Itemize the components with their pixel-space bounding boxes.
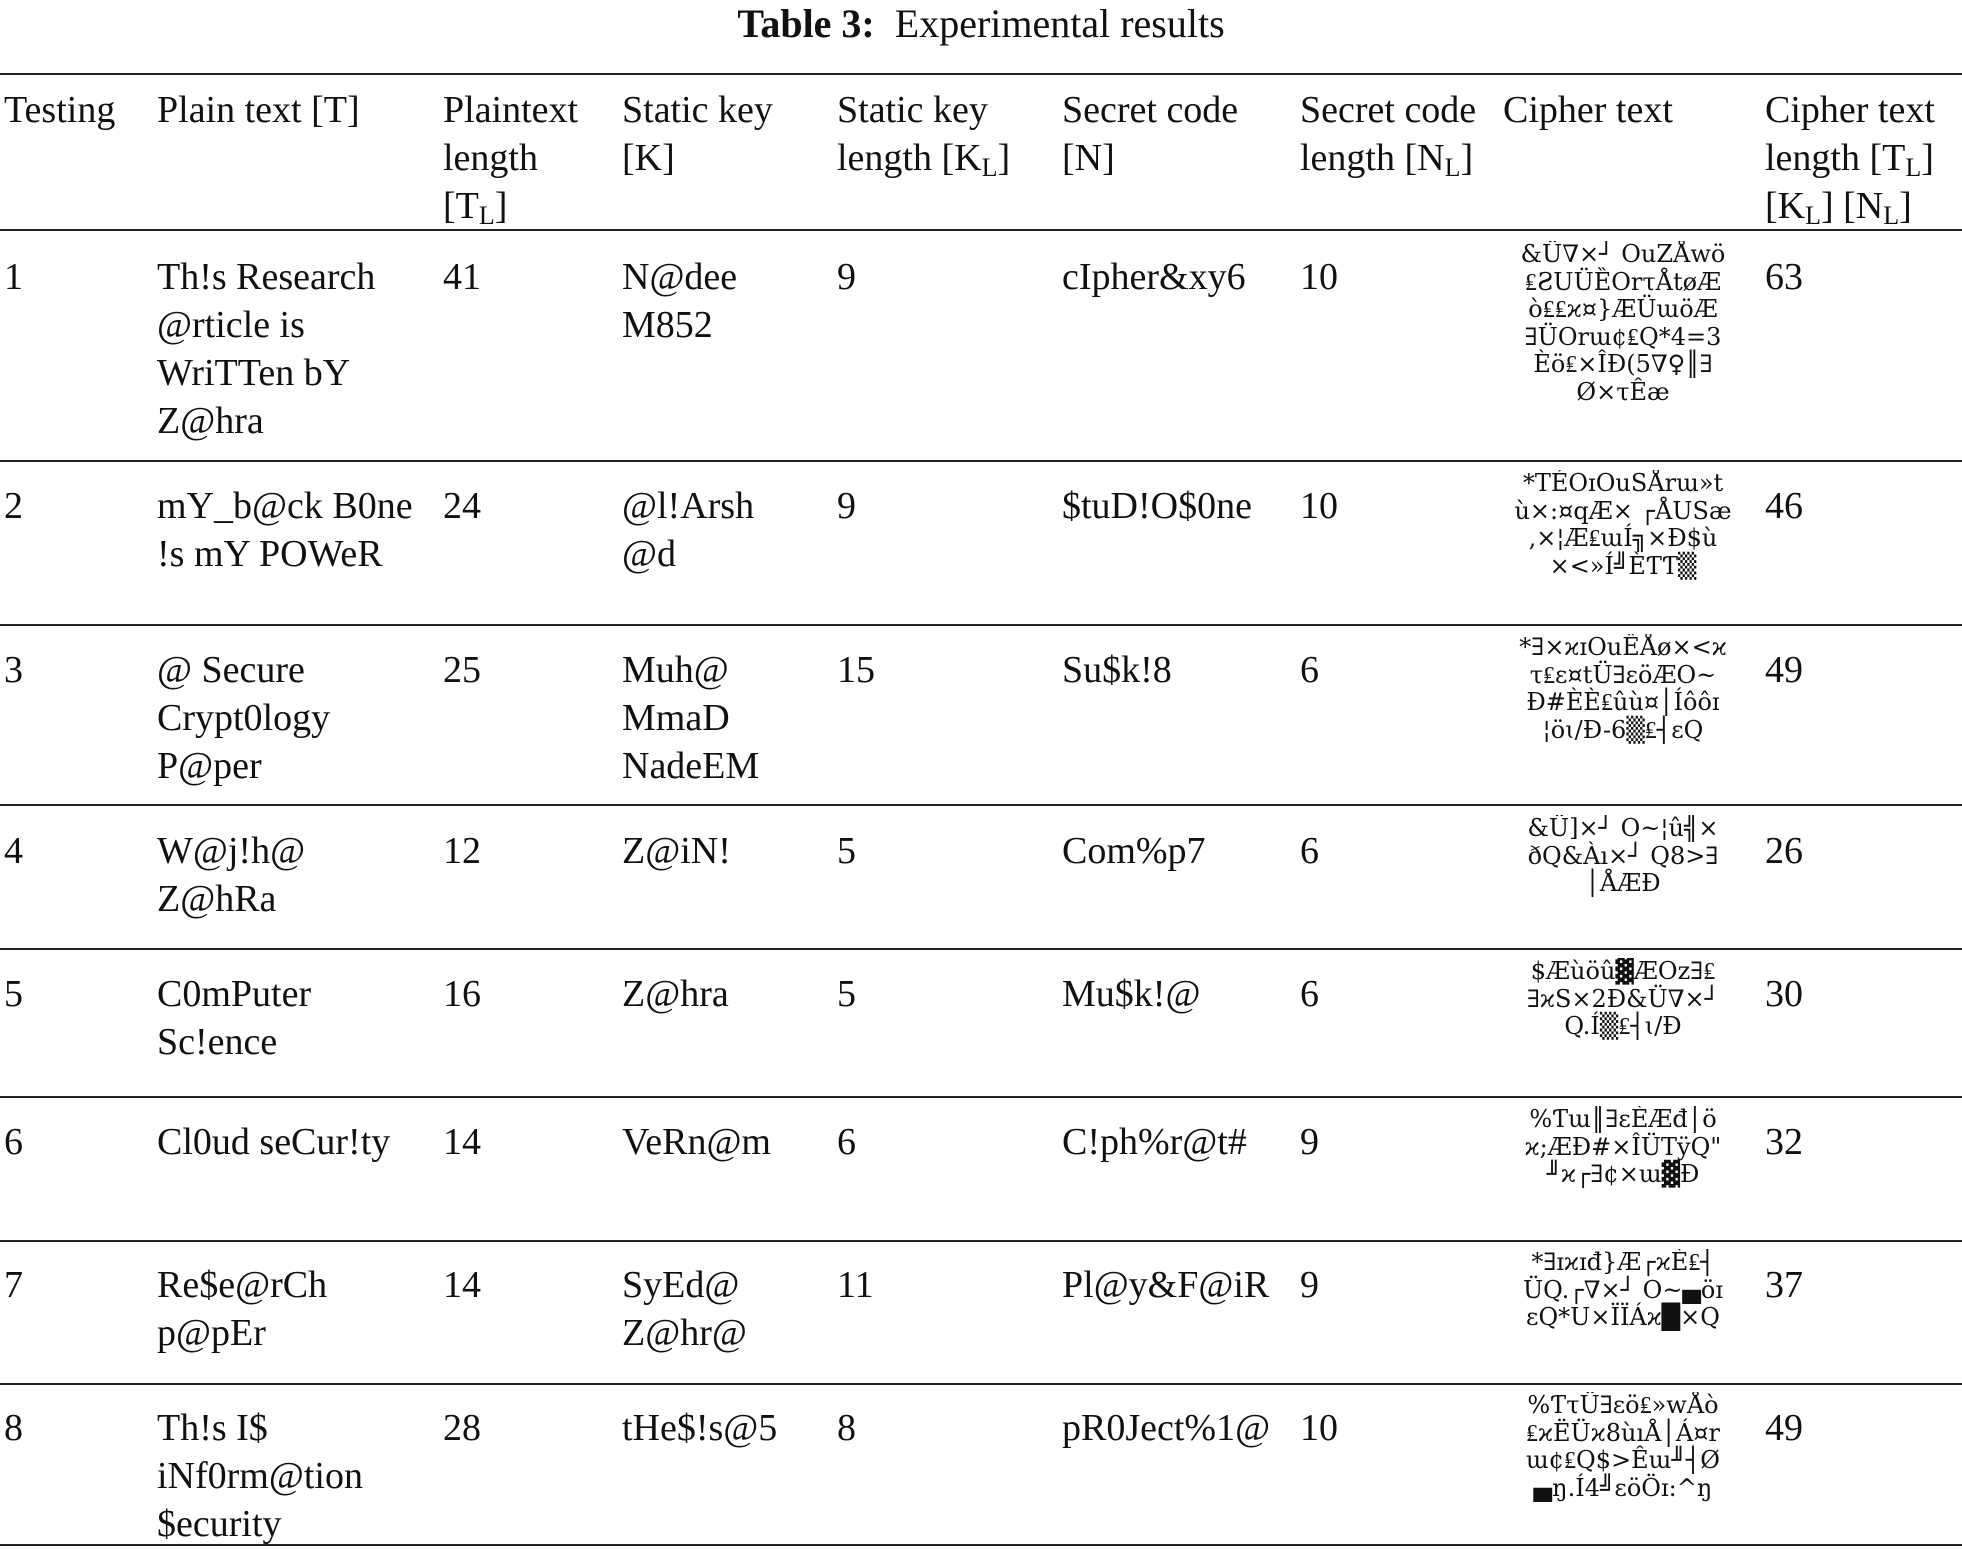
cell-plaintext: Z@hra [157,400,264,442]
cell-ct-length: 63 [1765,256,1803,298]
cell-sc-length: 10 [1300,485,1338,527]
table-caption [0,0,1962,50]
table-rule [0,1383,1962,1385]
cell-plaintext: !s mY POWeR [157,533,383,575]
cell-plaintext: Th!s I$ [157,1407,268,1449]
cipher-text-line: ×<»Í╝ÈƬƬ▒ [1549,551,1697,580]
cell-sc-length: 9 [1300,1264,1319,1306]
header-sc-length: length $[N_L]$ [1300,137,1474,182]
cell-static-key: @l!Arsh [622,485,755,527]
cipher-text-line: ¦öɩ/Ð-6▒₤┤ɛQ [1542,715,1704,744]
cell-plaintext: Th!s Research [157,256,376,298]
cell-sk-length: 5 [837,830,856,872]
cell-plaintext: Sc!ence [157,1021,278,1063]
cipher-text-line: ▄ŋ.Í4╝ɛöÖɪ:^ŋ [1533,1473,1713,1502]
header-testing: Testing [4,89,116,131]
cell-sc-length: 6 [1300,973,1319,1015]
cipher-text-line: *TÉOɪOuSÅrɯ»t [1522,470,1724,497]
cipher-text-line: ϰ;ÆÐ#×ÎÜTÿQ" [1524,1132,1722,1161]
cipher-text-line: ∃ϰS×2Ð&Ü∇×┘ [1526,984,1720,1013]
cell-secret-code: Com%p7 [1062,830,1206,872]
cipher-text-line: %ƬτÜ∃ɛö₤»wÅò [1527,1392,1719,1419]
header-sk-length: length $[K_L]$ [837,137,1011,182]
cell-testing: 6 [4,1121,23,1163]
cell-plaintext: @rticle is [157,304,305,346]
cipher-text-line: ╜ϰ┌∃¢×ɯ▓Ð [1546,1160,1700,1188]
cipher-text-line: &Ü∇×┘ OuZÅwö [1520,241,1726,268]
header-pt-length: Plaintext [443,89,579,131]
cell-ct-length: 37 [1765,1264,1803,1306]
cipher-text-line: Ð#ÈÈ₤ûù¤│Íôôɪ [1526,688,1720,716]
cell-static-key: Z@hra [622,973,729,1015]
cipher-text-line: ₤ƧUÜȄOrτÅtøÆ [1524,267,1722,296]
cell-secret-code: cIpher&xy6 [1062,256,1246,298]
cell-plaintext: mY_b@ck B0ne [157,485,413,527]
cipher-text-line: ,×¦Æ₤ɯÍ╗×Ð$ù [1528,524,1718,552]
cipher-text-cell [1503,634,1743,744]
cell-sk-length: 9 [837,256,856,298]
cell-static-key: M852 [622,304,713,346]
cell-testing: 1 [4,256,23,298]
cipher-text-cell [1503,815,1743,898]
cell-testing: 2 [4,485,23,527]
cell-ct-length: 26 [1765,830,1803,872]
cell-static-key: @d [622,533,676,575]
cell-ct-length: 30 [1765,973,1803,1015]
cell-plaintext: $ecurity [157,1503,282,1545]
cell-sc-length: 10 [1300,1407,1338,1449]
cipher-text-line: ðQ&Àı×┘ Q8>∃ [1527,841,1719,870]
cipher-text-line: ù×:¤qÆ× ┌ÅUSæ [1514,496,1732,525]
cell-secret-code: C!ph%r@t# [1062,1121,1247,1163]
cell-plaintext: Re$e@rCh [157,1264,328,1306]
cipher-text-cell [1503,958,1743,1041]
cell-sk-length: 8 [837,1407,856,1449]
cell-sc-length: 6 [1300,830,1319,872]
cell-static-key: SyEd@ [622,1264,740,1306]
cell-testing: 5 [4,973,23,1015]
cipher-text-cell [1503,1106,1743,1189]
cell-plaintext: P@per [157,745,262,787]
cell-secret-code: Pl@y&F@iR [1062,1264,1270,1306]
table-rule [0,1096,1962,1098]
cipher-text-line: ∃ÜOrɯ¢₤Q*4=3 [1524,322,1722,351]
cell-sk-length: 9 [837,485,856,527]
cell-testing: 7 [4,1264,23,1306]
cell-pt-length: 14 [443,1121,481,1163]
cipher-text-line: ÜQ.┌∇×┘ O~▄öɪ [1522,1275,1724,1304]
cell-plaintext: WriTTen bY [157,352,351,394]
cipher-text-line: ò₤₤ϰ¤}ÆÜɯöÆ [1528,295,1718,323]
cell-plaintext: Z@hRa [157,878,277,920]
cell-testing: 4 [4,830,23,872]
header-ct-length: Cipher text [1765,89,1935,131]
table-label: Table 3: [737,1,875,46]
cell-secret-code: Mu$k!@ [1062,973,1201,1015]
cell-pt-length: 28 [443,1407,481,1449]
cipher-text-line: Q.Í▒₤┤ɩ/Ð [1564,1012,1682,1040]
cipher-text-line: ₤ϰËÜϰ8ùıÅ│Á¤r [1526,1418,1720,1447]
header-static-key: Static key [622,89,773,131]
cell-pt-length: 14 [443,1264,481,1306]
cipher-text-line: &Ü]×┘ O~¦û╣× [1527,815,1719,842]
cell-ct-length: 32 [1765,1121,1803,1163]
cell-ct-length: 49 [1765,649,1803,691]
cell-sk-length: 11 [837,1264,874,1306]
cell-secret-code: $tuD!O$0ne [1062,485,1252,527]
cell-static-key: NadeEM [622,745,760,787]
cell-sc-length: 6 [1300,649,1319,691]
table-rule [0,460,1962,462]
cell-plaintext: p@pEr [157,1312,266,1354]
cell-static-key: N@dee [622,256,738,298]
cipher-text-cell [1503,470,1743,580]
header-pt-length: length [443,137,538,179]
cipher-text-cell [1503,1392,1743,1502]
cell-testing: 3 [4,649,23,691]
cell-pt-length: 12 [443,830,481,872]
header-sk-length: Static key [837,89,988,131]
header-static-key: [K] [622,137,675,179]
cell-static-key: tHe$!s@5 [622,1407,778,1449]
header-pt-length: $[T_L]$ [443,185,508,230]
table-rule [0,229,1962,231]
cell-secret-code: Su$k!8 [1062,649,1172,691]
cipher-text-line: τ₤ɛ¤tÜ∃ɛöÆO~ [1529,660,1717,689]
cell-static-key: MmaD [622,697,730,739]
cell-ct-length: 49 [1765,1407,1803,1449]
cell-pt-length: 41 [443,256,481,298]
cell-ct-length: 46 [1765,485,1803,527]
table-rule [0,804,1962,806]
cell-secret-code: pR0Ject%1@ [1062,1407,1271,1449]
cell-static-key: Z@iN! [622,830,731,872]
cell-static-key: Muh@ [622,649,729,691]
cell-plaintext: W@j!h@ [157,830,306,872]
cell-static-key: Z@hr@ [622,1312,747,1354]
table-rule [0,948,1962,950]
cell-pt-length: 16 [443,973,481,1015]
table-rule [0,1240,1962,1242]
header-ct-length: length $[T_L]$ [1765,137,1934,182]
header-plaintext: Plain text [T] [157,89,360,131]
header-sc-length: Secret code [1300,89,1477,131]
cell-plaintext: C0mPuter [157,973,312,1015]
table-title: Experimental results [894,1,1225,46]
cell-sc-length: 9 [1300,1121,1319,1163]
table-rule [0,624,1962,626]
cell-pt-length: 25 [443,649,481,691]
cell-plaintext: @ Secure [157,649,305,691]
cipher-text-cell [1503,1249,1743,1332]
cell-pt-length: 24 [443,485,481,527]
cell-sk-length: 15 [837,649,875,691]
cell-sk-length: 6 [837,1121,856,1163]
cipher-text-line: ɯ¢₤Q$>Êɯ╜┤Ø [1526,1446,1720,1474]
cell-static-key: VeRn@m [622,1121,771,1163]
cell-sk-length: 5 [837,973,856,1015]
cipher-text-cell [1503,241,1743,406]
cell-testing: 8 [4,1407,23,1449]
cipher-text-line: *∃ɪϰɪđ}Æ┌ϰÈ₤┤ [1531,1249,1715,1276]
cipher-text-line: Ø×τÊæ [1576,377,1670,406]
cipher-text-line: $Æùöû▓ÆOz∃₤ [1530,958,1716,985]
header-secret-code: [N] [1062,137,1115,179]
cipher-text-line: Èö₤×ÎÐ(5∇♀║∃ [1533,350,1713,378]
cipher-text-line: │ÅÆÐ [1585,869,1661,897]
cell-plaintext: Cl0ud seCur!ty [157,1121,391,1163]
table-rule [0,73,1962,75]
header-cipher: Cipher text [1503,89,1673,131]
cipher-text-line: ɛQ*U×ÏÏÁϰ█×Q [1526,1303,1720,1331]
cipher-text-line: *∃×ϰɪOuȄÅø×<ϰ [1519,634,1727,661]
cell-plaintext: Crypt0logy [157,697,331,739]
cell-sc-length: 10 [1300,256,1338,298]
table-rule [0,1544,1962,1546]
cell-plaintext: iNf0rm@tion [157,1455,363,1497]
cipher-text-line: %Ƭɯ║∃ɛÈÆđ│ö [1529,1106,1717,1133]
header-ct-length: $[K_L]$ $[N_L]$ [1765,185,1912,230]
header-secret-code: Secret code [1062,89,1239,131]
